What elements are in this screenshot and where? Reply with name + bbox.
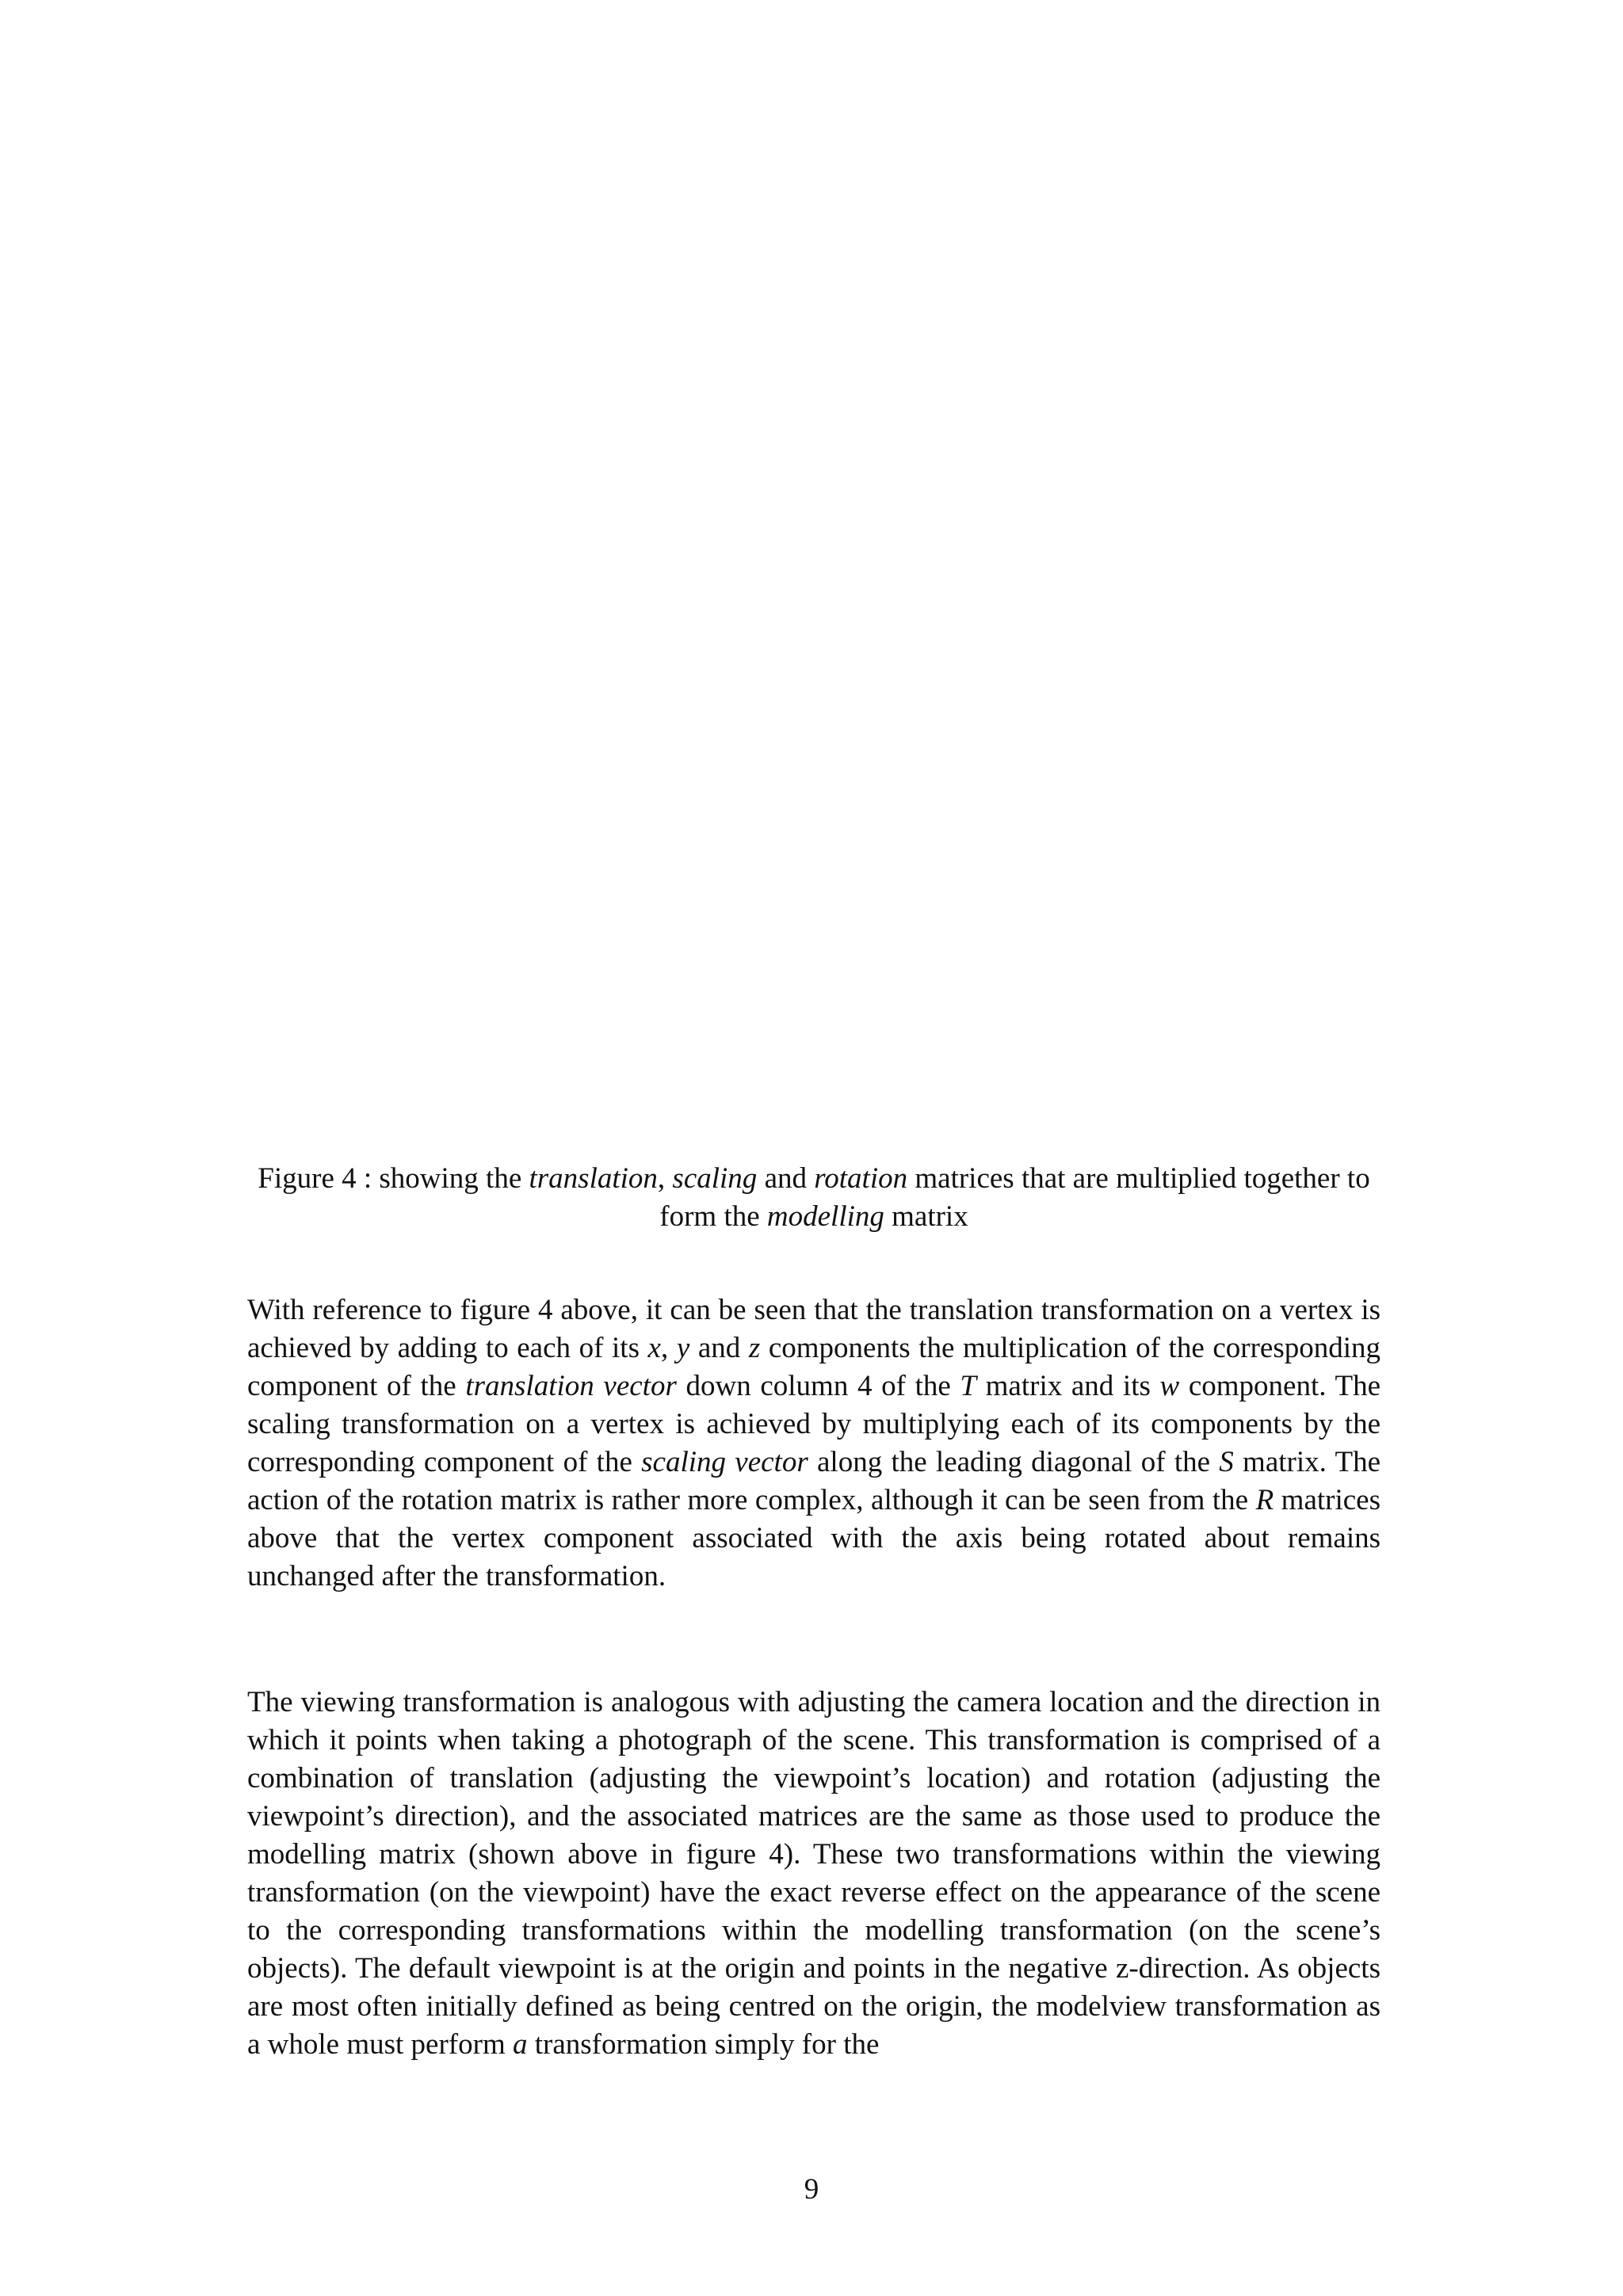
paragraph-text: , [660,1332,677,1364]
paragraph-text: components the multiplication of the corresponding component of the [247,1332,1381,1402]
caption-italic-modelling: modelling [766,1200,884,1233]
paragraph-text: component. The scaling transformation on a vertex is achieved by multiplying each of its components by the corresponding component of the [247,1370,1381,1478]
paragraph-text: matrix. The action of the rotation matrix is rather more complex, although it can be seen from the [247,1446,1381,1516]
italic-S: S [1219,1446,1234,1478]
caption-italic-translation: translation [529,1162,658,1195]
caption-text: and [757,1162,815,1195]
italic-T: T [960,1370,976,1402]
paragraph-text: transformation simply for the [527,2028,880,2061]
paragraph-text: matrices above that the vertex component associated with the axis being rotated about remains unchanged after the transformation. [247,1484,1381,1592]
caption-text: Figure 4 : showing the [258,1162,529,1195]
page-number: 9 [804,2173,819,2206]
paragraph-text: The viewing transformation is analogous with adjusting the camera location and the direction in which it points when taking a photograph of the scene. This transformation is comprised of a combination of translation (adjusting the viewpoint’s location) and rotation (adjusting the viewpoint’s direction), and the associated matrices are the same as those used to produce the modelling matrix (shown above in figure 4). These two transformations within the viewing transformation (on the viewpoint) have the exact reverse effect on the appearance of the scene to the corresponding transformations within the modelling transformation (on the scene’s objects). The default viewpoint is at the origin and points in the negative z-direction. As objects are most often initially defined as being centred on the origin, the modelview transformation as a whole must perform [247,1686,1381,2061]
italic-a: a [512,2028,528,2061]
paragraph-text: matrix and its [976,1370,1160,1402]
caption-italic-rotation: rotation [814,1162,908,1195]
italic-R: R [1255,1484,1274,1516]
paragraph-text: along the leading diagonal of the [808,1446,1220,1478]
italic-x: x [647,1332,661,1364]
caption-text: matrices that are multiplied together to form the [659,1162,1370,1233]
paragraph-text: and [689,1332,749,1364]
italic-scaling-vector: scaling vector [641,1446,808,1478]
caption-italic-scaling: scaling [672,1162,758,1195]
italic-translation-vector: translation vector [465,1370,677,1402]
caption-text: , [657,1162,673,1195]
figure-caption [247,1160,1381,1236]
italic-y: y [676,1332,690,1364]
paragraph-text: down column 4 of the [676,1370,960,1402]
paragraph-viewing-transformation [247,1684,1381,2064]
caption-text: matrix [884,1200,968,1233]
italic-z: z [748,1332,761,1364]
paragraph-text: With reference to figure 4 above, it can be seen that the translation transformation on a vertex is achieved by adding to each of its [247,1294,1381,1364]
italic-w: w [1159,1370,1180,1402]
paragraph-translation-scaling [247,1291,1381,1596]
figure-4-area [247,63,1381,1141]
